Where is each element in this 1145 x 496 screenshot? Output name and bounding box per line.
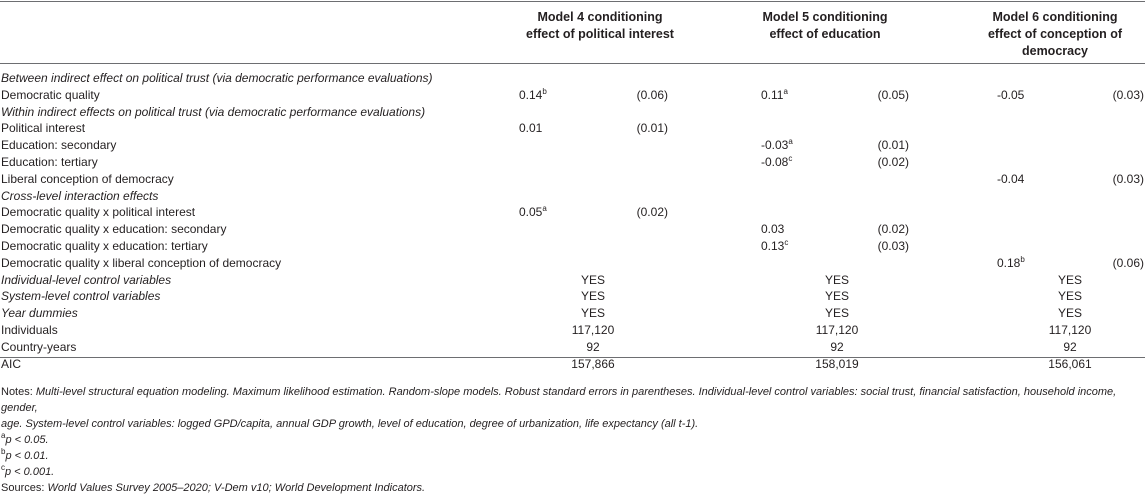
coefficient-m5 <box>761 154 792 171</box>
coefficient-m6 <box>997 255 1025 272</box>
summary-value-m4: 92 <box>586 339 600 354</box>
coefficient-m6 <box>997 87 1024 104</box>
summary-value-m6: 156,061 <box>1048 356 1092 371</box>
coefficient-m4 <box>519 87 547 104</box>
notes-text-line2: age. System-level control variables: logged GPD/capita, annual GDP growth, level of education, degree of urbanization, life expectancy (all t-1). <box>1 418 699 430</box>
header-model-6 <box>965 9 1145 60</box>
coefficient-value: 0.05 <box>519 205 543 220</box>
summary-row <box>0 322 1145 339</box>
header-model-6-line3: democracy <box>1021 44 1088 58</box>
sources-prefix: Sources: <box>1 482 48 494</box>
summary-value-m6: YES <box>1057 289 1082 304</box>
table-row <box>0 70 1145 87</box>
standard-error-m5: (0.02) <box>877 222 909 237</box>
summary-value-m4: 157,866 <box>571 356 615 371</box>
table-row <box>0 204 1145 221</box>
significance-marker: b <box>1020 254 1025 264</box>
coefficient-value: 0.14 <box>519 87 543 102</box>
row-label: Individual-level control variables <box>1 272 172 287</box>
summary-row <box>0 305 1145 322</box>
footnote-b-text: p < 0.01. <box>5 450 49 462</box>
table-row <box>0 104 1145 121</box>
table-row <box>0 87 1145 104</box>
row-label: Year dummies <box>1 306 78 321</box>
header-model-4 <box>490 9 710 43</box>
coefficient-value: 0.18 <box>997 255 1021 270</box>
summary-value-m5: YES <box>824 306 849 321</box>
summary-value-m4: YES <box>580 289 605 304</box>
coefficient-m5 <box>761 221 784 238</box>
header-model-5-line2: effect of education <box>769 27 881 41</box>
footnote-b <box>1 448 1131 464</box>
summary-value-m4: 117,120 <box>571 323 615 337</box>
table-row <box>0 154 1145 171</box>
section-heading: Within indirect effects on political trust (via democratic performance evaluations) <box>1 104 426 119</box>
notes-text-line1: Multi-level structural equation modeling. Maximum likelihood estimation. Random-slope models. Robust standard errors in parentheses. Individual-level control variables: social trust, financial satisfaction, household income, gender, <box>1 386 1117 414</box>
table-row <box>0 188 1145 205</box>
row-label: Country-years <box>1 339 77 354</box>
table-row <box>0 255 1145 272</box>
standard-error-m5: (0.05) <box>877 87 909 102</box>
coefficient-value: 0.11 <box>761 87 784 102</box>
standard-error-m5: (0.01) <box>877 138 909 153</box>
significance-marker: b <box>542 86 547 96</box>
row-label: Democratic quality <box>1 87 100 102</box>
row-label: Democratic quality x political interest <box>1 205 196 220</box>
summary-row <box>0 356 1145 373</box>
summary-value-m4: YES <box>580 272 605 287</box>
coefficient-value: 0.13 <box>761 239 785 253</box>
table-row <box>0 137 1145 154</box>
sources-text: World Values Survey 2005–2020; V-Dem v10; World Development Indicators. <box>47 482 426 494</box>
coefficient-m6 <box>997 171 1024 188</box>
row-label: System-level control variables <box>1 289 161 304</box>
summary-value-m5: YES <box>824 272 849 287</box>
standard-error-m4: (0.06) <box>636 87 668 102</box>
summary-value-m6: YES <box>1057 272 1082 287</box>
row-label: Democratic quality x education: tertiary <box>1 239 208 253</box>
coefficient-m4 <box>519 204 547 221</box>
coefficient-value: -0.05 <box>997 87 1025 102</box>
significance-marker: c <box>784 238 789 247</box>
coefficient-value: 0.01 <box>519 121 543 136</box>
header-rule <box>0 63 1145 64</box>
summary-value-m5: 92 <box>830 339 844 354</box>
coefficient-m5 <box>761 238 788 255</box>
standard-error-m4: (0.02) <box>636 205 668 220</box>
notes-prefix: Notes: <box>1 386 36 398</box>
summary-value-m6: 92 <box>1063 339 1077 354</box>
header-model-6-line1: Model 6 conditioning <box>992 10 1118 24</box>
summary-value-m5: 158,019 <box>815 356 859 371</box>
summary-value-m5: 117,120 <box>815 323 859 337</box>
header-model-4-line1: Model 4 conditioning <box>537 10 663 24</box>
summary-row <box>0 288 1145 305</box>
row-label: Democratic quality x education: secondary <box>1 222 227 237</box>
standard-error-m5: (0.03) <box>877 239 909 253</box>
coefficient-m5 <box>761 137 793 154</box>
bottom-rule <box>0 357 1145 358</box>
coefficient-m5 <box>761 87 788 104</box>
table-row <box>0 238 1145 255</box>
header-model-4-line2: effect of political interest <box>526 27 674 41</box>
section-heading: Between indirect effect on political trust (via democratic performance evaluations) <box>1 71 433 85</box>
coefficient-value: -0.03 <box>761 138 789 153</box>
table-row <box>0 171 1145 188</box>
row-label: Liberal conception of democracy <box>1 171 174 186</box>
standard-error-m5: (0.02) <box>877 155 909 169</box>
footnote-c-text: p < 0.001. <box>5 466 55 478</box>
summary-value-m4: YES <box>580 306 605 321</box>
significance-marker: a <box>542 204 547 214</box>
footnote-a <box>1 432 1131 448</box>
summary-value-m5: YES <box>824 289 849 304</box>
standard-error-m6: (0.03) <box>1112 87 1144 102</box>
coefficient-value: -0.04 <box>997 171 1025 186</box>
summary-row <box>0 272 1145 289</box>
header-model-5-line1: Model 5 conditioning <box>762 10 888 24</box>
standard-error-m6: (0.06) <box>1112 255 1144 270</box>
footnote-c-marker: c <box>1 463 5 472</box>
summary-value-m6: YES <box>1057 306 1082 321</box>
header-model-6-line2: effect of conception of <box>987 27 1123 41</box>
coefficient-value: 0.03 <box>761 222 785 237</box>
summary-row <box>0 339 1145 356</box>
coefficient-m4 <box>519 120 542 137</box>
summary-value-m6: 117,120 <box>1048 323 1092 337</box>
row-label: Individuals <box>1 323 58 337</box>
coefficient-value: -0.08 <box>761 155 789 169</box>
significance-marker: c <box>788 154 793 163</box>
row-label: Education: tertiary <box>1 155 98 169</box>
standard-error-m6: (0.03) <box>1112 171 1144 186</box>
footnote-c <box>1 464 1131 480</box>
table-row <box>0 221 1145 238</box>
header-model-5 <box>725 9 925 43</box>
row-label: Democratic quality x liberal conception of democracy <box>1 255 282 270</box>
significance-marker: a <box>783 86 788 96</box>
standard-error-m4: (0.01) <box>636 121 668 136</box>
footnote-a-marker: a <box>1 431 6 440</box>
row-label: AIC <box>1 356 22 371</box>
top-rule <box>0 1 1145 2</box>
footnote-a-text: p < 0.05. <box>5 434 49 446</box>
table-notes <box>1 384 1131 496</box>
notes-line-1 <box>1 384 1131 416</box>
row-label: Political interest <box>1 121 86 136</box>
sources-line <box>1 480 1131 496</box>
table-row <box>0 120 1145 137</box>
section-heading: Cross-level interaction effects <box>1 188 159 203</box>
row-label: Education: secondary <box>1 138 117 153</box>
footnote-b-marker: b <box>1 447 6 456</box>
significance-marker: a <box>788 137 793 147</box>
